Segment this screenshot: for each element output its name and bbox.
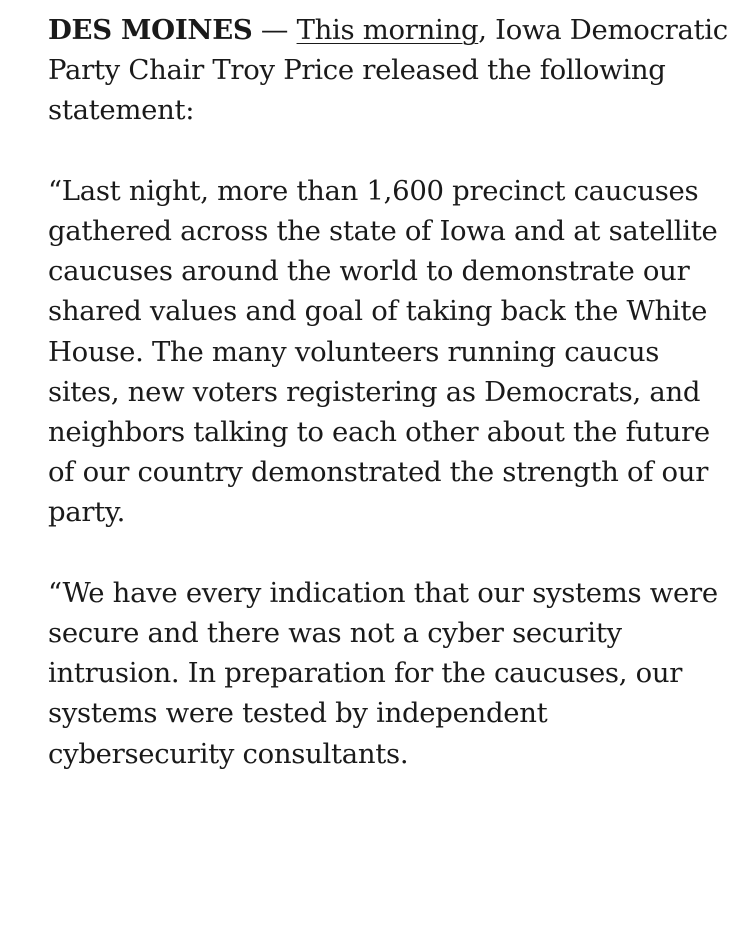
statement-paragraph-1: “Last night, more than 1,600 precinct caucuses gathered across the state of Iowa and at satellite caucuses around the world to demonstrate our shared values and goal of taking back the White House. The many volunteers running caucus sites, new voters registering as Democrats, and neighbors talking to each other about the future of our country demonstrated the strength of our party. (48, 174, 718, 529)
lead-text: , Iowa Democratic Party Chair Troy Price released the following statement: (48, 14, 728, 127)
statement-paragraph-2: “We have every indication that our systems were secure and there was not a cyber security intrusion. In preparation for the caucuses, our systems were tested by independent cybersecurity consultants. (48, 576, 718, 770)
press-release-article (48, 10, 728, 814)
lead-paragraph (48, 10, 728, 131)
dateline-dash: — (252, 14, 297, 46)
this-morning-link[interactable]: This morning (296, 14, 479, 46)
dateline: DES MOINES (48, 14, 253, 46)
